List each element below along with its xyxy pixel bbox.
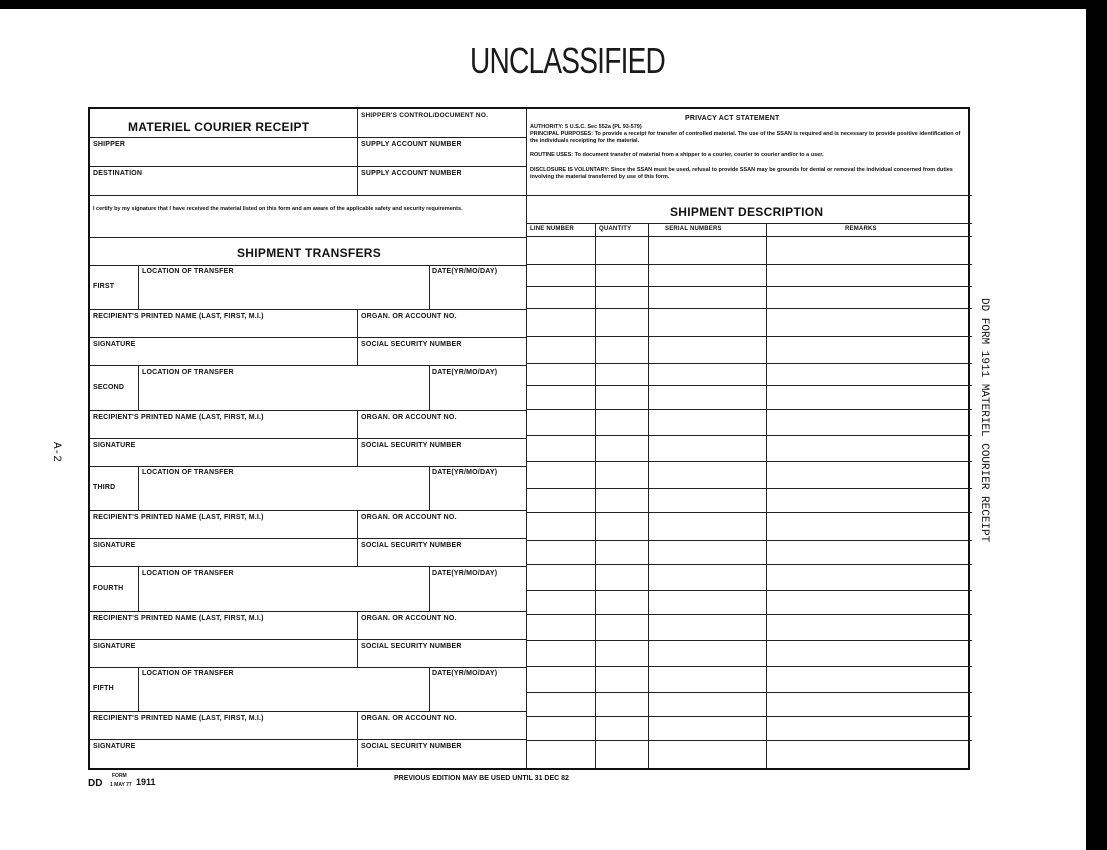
col-quantity: QUANTITY [599,226,632,232]
signature-label: SIGNATURE [93,341,136,348]
transfer-ordinal: FOURTH [93,584,124,592]
certification-text: I certify by my signature that I have received the material listed on this form and am aware of the applicable safety and security requirements. [93,206,463,212]
recipient-name-label: RECIPIENT'S PRINTED NAME (LAST, FIRST, M.I.) [93,614,264,622]
ssn-label: SOCIAL SECURITY NUMBER [361,642,462,650]
description-row-line [526,640,972,641]
rule [90,410,526,411]
description-row-line [526,336,972,337]
rule [90,639,526,640]
recipient-name-label: RECIPIENT'S PRINTED NAME (LAST, FIRST, M.I.) [93,413,264,421]
location-label: LOCATION OF TRANSFER [142,268,234,275]
location-label: LOCATION OF TRANSFER [142,368,234,376]
supply-account-label-1: SUPPLY ACCOUNT NUMBER [361,141,462,148]
location-box-left [138,366,139,410]
shipment-transfers-title: SHIPMENT TRANSFERS [237,246,382,260]
rule [90,438,526,439]
shipper-label: SHIPPER [93,141,126,148]
rule [526,195,972,196]
ssn-label: SOCIAL SECURITY NUMBER [361,542,462,550]
rule [90,365,526,366]
recipient-name-label: RECIPIENT'S PRINTED NAME (LAST, FIRST, M.I.) [93,715,264,723]
description-row-line [526,435,972,436]
location-box-left [138,265,139,309]
transfer-ordinal: FIRST [93,283,115,290]
recipient-name-label: RECIPIENT'S PRINTED NAME (LAST, FIRST, M.I.) [93,514,264,522]
rule [90,166,526,167]
description-row-line [526,264,972,265]
description-row-line [526,614,972,615]
date-label: DATE(YR/MO/DAY) [432,569,498,577]
materiel-courier-receipt-form [88,107,970,770]
footer-date: 1 MAY 77 [110,782,132,788]
date-box-left [429,667,430,711]
shipper-control-label: SHIPPER'S CONTROL/DOCUMENT NO. [361,112,489,119]
location-label: LOCATION OF TRANSFER [142,569,234,577]
page-number: A-2 [50,442,62,462]
footer-dd: DD [88,778,103,789]
description-row-line [526,512,972,513]
description-row-line [526,236,972,237]
classification-header: UNCLASSIFIED [470,40,666,81]
header-col-divider [357,109,358,195]
date-label: DATE(YR/MO/DAY) [432,268,498,275]
ssn-label: SOCIAL SECURITY NUMBER [361,441,462,449]
privacy-routine: ROUTINE USES: To document transfer of material from a shipper to a courier, courier to courier and/or to a user. [530,152,824,158]
description-row-line [526,590,972,591]
organ-account-label: ORGAN. OR ACCOUNT NO. [361,313,457,320]
rule [90,237,526,238]
description-row-line [526,692,972,693]
shipment-description-title: SHIPMENT DESCRIPTION [670,205,824,219]
rule [90,611,526,612]
rule [90,309,526,310]
transfer-ordinal: SECOND [93,383,125,391]
description-row-line [526,286,972,287]
rule [90,566,526,567]
rule [90,265,526,266]
date-label: DATE(YR/MO/DAY) [432,670,498,678]
signature-label: SIGNATURE [93,642,136,650]
rule [90,711,526,712]
col-serial-numbers: SERIAL NUMBERS [665,226,722,232]
footer-edition-note: PREVIOUS EDITION MAY BE USED UNTIL 31 DEC 82 [394,775,569,782]
rule [90,137,526,138]
description-row-line [526,385,972,386]
privacy-principal: PRINCIPAL PURPOSES: To provide a receipt for transfer of controlled material. The use of the SSAN is required and is necessary to provide positive identification of the individuals receipting for the material. [530,131,961,144]
scan-border-right [1086,0,1107,850]
footer-form-number: 1911 [136,777,156,787]
privacy-disclosure: DISCLOSURE IS VOLUNTARY: Since the SSAN must be used, refusal to provide SSAN may be grounds for denial or removal the individual concerned from duties involving the material transferred by use of this form. [530,167,953,180]
scan-border-top [0,0,1107,9]
date-box-left [429,265,430,309]
rule [90,510,526,511]
description-row-line [526,716,972,717]
date-box-left [429,366,430,410]
location-box-left [138,466,139,510]
rule [526,223,972,224]
description-row-line [526,461,972,462]
organ-account-label: ORGAN. OR ACCOUNT NO. [361,413,457,421]
recipient-name-label: RECIPIENT'S PRINTED NAME (LAST, FIRST, M.I.) [93,313,264,320]
description-row-line [526,363,972,364]
rule [90,739,526,740]
date-box-left [429,567,430,611]
organ-account-label: ORGAN. OR ACCOUNT NO. [361,715,457,723]
location-box-left [138,567,139,611]
signature-label: SIGNATURE [93,441,136,449]
destination-label: DESTINATION [93,170,143,177]
organ-account-label: ORGAN. OR ACCOUNT NO. [361,614,457,622]
col-divider [595,223,596,768]
location-label: LOCATION OF TRANSFER [142,670,234,678]
col-divider [648,223,649,768]
supply-account-label-2: SUPPLY ACCOUNT NUMBER [361,170,462,177]
rule [90,466,526,467]
description-row-line [526,488,972,489]
description-row-line [526,409,972,410]
transfer-ordinal: FIFTH [93,685,114,693]
transfer-ordinal: THIRD [93,484,116,492]
description-row-line [526,740,972,741]
ssn-label: SOCIAL SECURITY NUMBER [361,341,462,348]
rule [90,667,526,668]
main-divider [526,109,527,768]
form-title: MATERIEL COURIER RECEIPT [128,120,310,134]
organ-account-label: ORGAN. OR ACCOUNT NO. [361,514,457,522]
rule [90,538,526,539]
location-label: LOCATION OF TRANSFER [142,469,234,477]
ssn-label: SOCIAL SECURITY NUMBER [361,743,462,751]
privacy-title: PRIVACY ACT STATEMENT [685,115,780,122]
description-row-line [526,308,972,309]
col-remarks: REMARKS [845,226,877,232]
col-divider [766,223,767,768]
side-form-title: DD FORM 1911 MATERIEL COURIER RECEIPT [978,298,990,543]
location-box-left [138,667,139,711]
date-label: DATE(YR/MO/DAY) [432,469,498,477]
privacy-authority: AUTHORITY: 5 U.S.C. Sec 552a (PL 93-579) [530,124,642,130]
date-label: DATE(YR/MO/DAY) [432,368,498,376]
description-row-line [526,540,972,541]
col-line-number: LINE NUMBER [530,226,574,232]
signature-label: SIGNATURE [93,743,136,751]
rule [90,195,526,196]
description-row-line [526,666,972,667]
description-row-line [526,564,972,565]
rule [90,337,526,338]
signature-label: SIGNATURE [93,542,136,550]
date-box-left [429,466,430,510]
footer-form-word: FORM [112,773,127,779]
